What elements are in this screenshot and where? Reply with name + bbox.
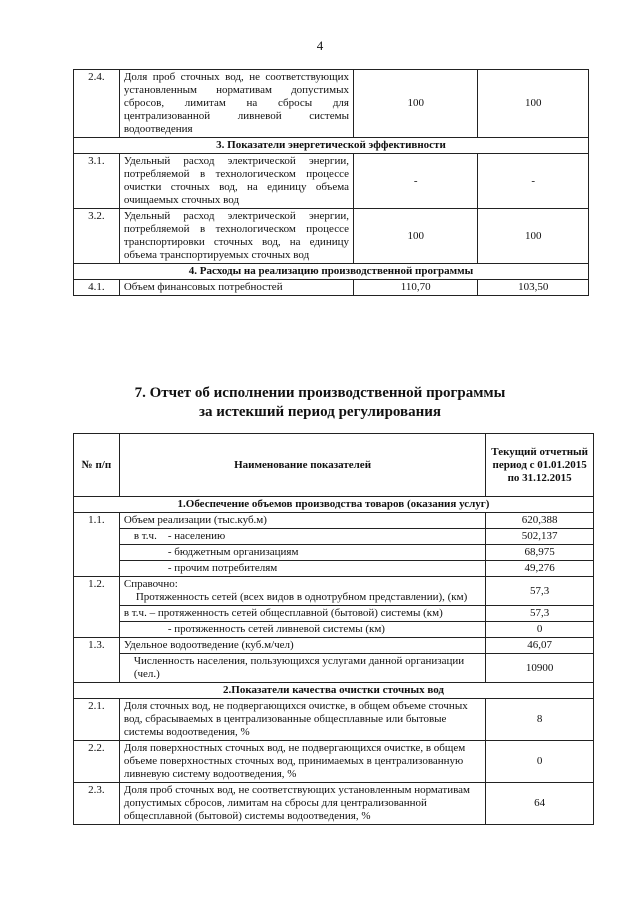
- row-number: 2.3.: [74, 783, 120, 825]
- row-number: 3.1.: [74, 154, 120, 209]
- page-number: 4: [316, 38, 324, 53]
- table-row: [74, 699, 594, 741]
- table-header-row: [74, 434, 594, 497]
- table-row: [74, 783, 594, 825]
- table-row: [74, 154, 589, 209]
- value-cell: 502,137: [486, 529, 594, 545]
- table-row: [74, 606, 594, 622]
- network-length-label: Протяженность сетей (всех видов в однотрубном представлении), (км): [135, 591, 468, 603]
- indicator-label: Объем финансовых потребностей: [119, 280, 353, 296]
- table-row: [74, 529, 594, 545]
- table-row: [74, 561, 594, 577]
- indicator-label: Доля проб сточных вод, не соответствующих установленным нормативам допустимых сбросов, лимитам на сбросы для централизованной общесплавной (бытовой) системы водоотведения, %: [119, 783, 485, 825]
- indicator-label: - протяженность сетей ливневой системы (км): [119, 622, 485, 638]
- section-heading: [0, 384, 640, 422]
- section-title: 2.Показатели качества очистки сточных вод: [74, 683, 594, 699]
- table-row: [74, 654, 594, 683]
- row-number: 4.1.: [74, 280, 120, 296]
- table-row: [74, 209, 589, 264]
- section-title: 4. Расходы на реализацию производственной программы: [74, 264, 589, 280]
- value-cell: 100: [478, 209, 589, 264]
- indicator-label: [119, 577, 485, 606]
- row-number: 1.1.: [74, 513, 120, 577]
- table-row: [74, 280, 589, 296]
- value-cell: 620,388: [486, 513, 594, 529]
- section-header-row: [74, 138, 589, 154]
- column-header-number: № п/п: [74, 434, 120, 497]
- value-cell: 100: [478, 70, 589, 138]
- indicator-label: Доля поверхностных сточных вод, не подвергающихся очистке, в общем объеме поверхностных сточных вод, принимаемых в централизованную ливневую систему водоотведения, %: [119, 741, 485, 783]
- heading-line-2: за истекший период регулирования: [198, 404, 442, 420]
- value-cell: -: [478, 154, 589, 209]
- value-cell: 0: [486, 622, 594, 638]
- row-number: 1.3.: [74, 638, 120, 683]
- indicator-label: Удельное водоотведение (куб.м/чел): [119, 638, 485, 654]
- value-cell: 68,975: [486, 545, 594, 561]
- value-cell: 0: [486, 741, 594, 783]
- value-cell: 8: [486, 699, 594, 741]
- section-header-row: [74, 497, 594, 513]
- indicator-label: в т.ч. – протяженность сетей общесплавной (бытовой) системы (км): [119, 606, 485, 622]
- indicator-label: - бюджетным организациям: [119, 545, 485, 561]
- column-header-period: Текущий отчетный период с 01.01.2015 по 31.12.2015: [486, 434, 594, 497]
- section-title: 3. Показатели энергетической эффективности: [74, 138, 589, 154]
- value-cell: 64: [486, 783, 594, 825]
- value-cell: 10900: [486, 654, 594, 683]
- value-cell: 57,3: [486, 577, 594, 606]
- heading-line-1: 7. Отчет об исполнении производственной программы: [134, 385, 506, 401]
- indicator-label: Удельный расход электрической энергии, потребляемой в технологическом процессе транспортировки сточных вод, на единицу объема транспортируемых сточных вод: [119, 209, 353, 264]
- value-cell: 110,70: [353, 280, 477, 296]
- value-cell: 57,3: [486, 606, 594, 622]
- value-cell: 49,276: [486, 561, 594, 577]
- section-header-row: [74, 264, 589, 280]
- section-header-row: [74, 683, 594, 699]
- value-cell: 103,50: [478, 280, 589, 296]
- section-title: 1.Обеспечение объемов производства товаров (оказания услуг): [74, 497, 594, 513]
- indicator-label: Доля сточных вод, не подвергающихся очистке, в общем объеме сточных вод, сбрасываемых в централизованные общесплавные или бытовые системы водоотведения, %: [119, 699, 485, 741]
- column-header-name: Наименование показателей: [119, 434, 485, 497]
- indicator-label: Доля проб сточных вод, не соответствующих установленным нормативам допустимых сбросов, лимитам на сбросы для централизованной ливневой системы водоотведения: [119, 70, 353, 138]
- row-number: 2.2.: [74, 741, 120, 783]
- value-cell: 100: [353, 70, 477, 138]
- table-row: [74, 577, 594, 606]
- row-number: 2.1.: [74, 699, 120, 741]
- table-row: [74, 545, 594, 561]
- indicators-table-continued: [73, 69, 589, 296]
- indicator-label: - прочим потребителям: [119, 561, 485, 577]
- value-cell: 100: [353, 209, 477, 264]
- table-row: [74, 513, 594, 529]
- report-table: [73, 433, 594, 825]
- table-row: [74, 741, 594, 783]
- note-label: Справочно:: [123, 578, 178, 590]
- row-number: 2.4.: [74, 70, 120, 138]
- indicator-label: Удельный расход электрической энергии, потребляемой в технологическом процессе очистки сточных вод, на единицу объема очищаемых сточных вод: [119, 154, 353, 209]
- row-number: 1.2.: [74, 577, 120, 638]
- value-cell: -: [353, 154, 477, 209]
- indicator-label: Численность населения, пользующихся услугами данной организации (чел.): [119, 654, 485, 683]
- indicator-label: в т.ч. - населению: [119, 529, 485, 545]
- table-row: [74, 70, 589, 138]
- table-row: [74, 622, 594, 638]
- indicator-label: Объем реализации (тыс.куб.м): [119, 513, 485, 529]
- table-row: [74, 638, 594, 654]
- row-number: 3.2.: [74, 209, 120, 264]
- value-cell: 46,07: [486, 638, 594, 654]
